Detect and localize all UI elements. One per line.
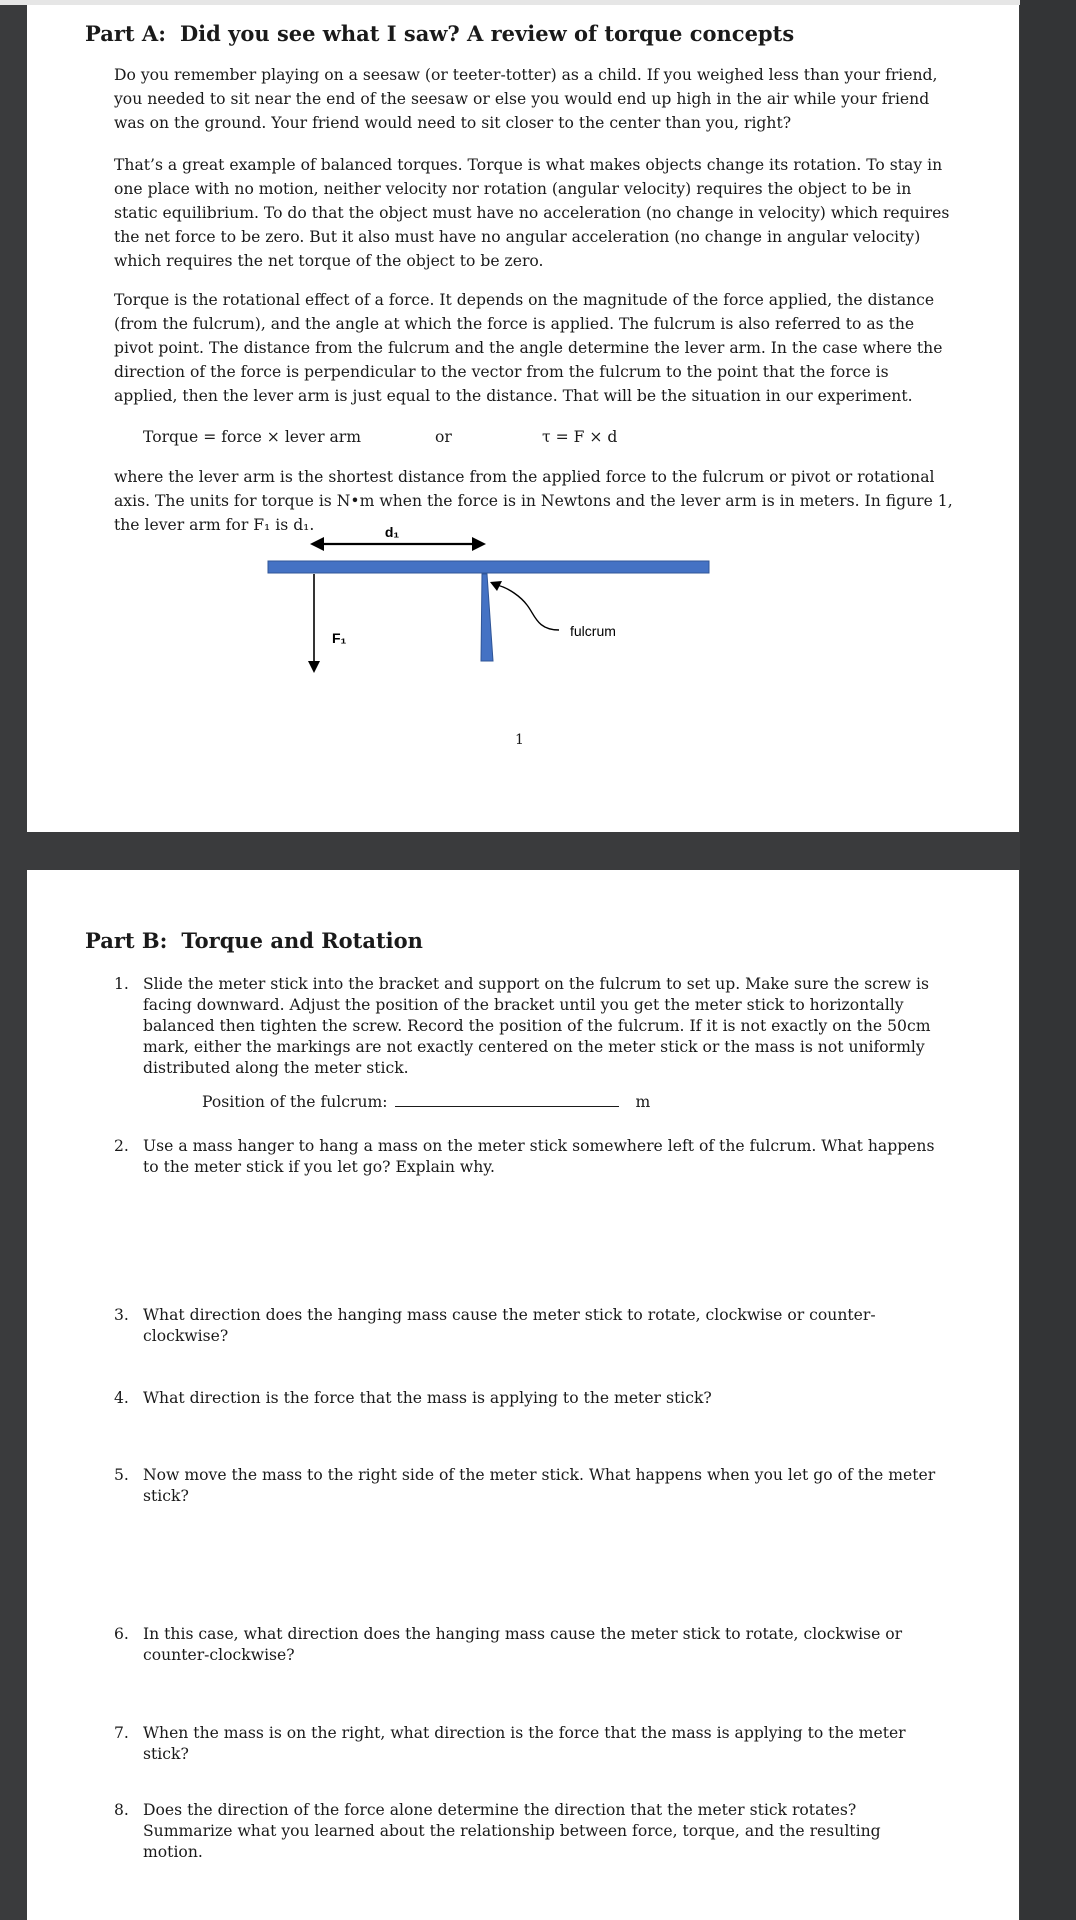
- part-b-heading: [85, 928, 423, 953]
- question-number: 7.: [114, 1724, 129, 1742]
- question-8: [114, 1800, 944, 1863]
- distance-arrow-right-head: [472, 537, 486, 551]
- question-1: [114, 974, 944, 1079]
- question-text: Does the direction of the force alone determine the direction that the meter stick rotates? Summarize what you learned about the relationship between force, torque, and the resulting motion.: [143, 1801, 881, 1861]
- question-7: [114, 1723, 944, 1765]
- fulcrum-label: fulcrum: [570, 623, 616, 639]
- equation-or: or: [435, 428, 452, 446]
- page-number: 1: [515, 732, 524, 748]
- part-b-title: Torque and Rotation: [181, 928, 423, 953]
- question-text: When the mass is on the right, what direction is the force that the mass is applying to the meter stick?: [143, 1724, 906, 1763]
- force-label: F₁: [332, 630, 347, 646]
- question-text: In this case, what direction does the hanging mass cause the meter stick to rotate, clockwise or counter-clockwise?: [143, 1625, 903, 1664]
- viewer-right-gutter: [1020, 0, 1076, 1920]
- question-text: Now move the mass to the right side of the meter stick. What happens when you let go of the meter stick?: [143, 1466, 936, 1505]
- fulcrum-position-row: [202, 1092, 650, 1111]
- distance-arrow-left-head: [310, 537, 324, 551]
- question-text: What direction is the force that the mass is applying to the meter stick?: [143, 1389, 712, 1407]
- fulcrum-wedge: [481, 574, 493, 661]
- question-number: 4.: [114, 1389, 129, 1407]
- figure-1-torque-diagram: [27, 5, 1019, 705]
- part-b-label: Part B:: [85, 928, 168, 953]
- question-number: 1.: [114, 975, 129, 993]
- question-4: [114, 1388, 944, 1409]
- question-3: [114, 1305, 944, 1347]
- force-arrow-head: [308, 661, 320, 673]
- question-5: [114, 1465, 944, 1507]
- question-number: 8.: [114, 1801, 129, 1819]
- part-a-label: Part A:: [85, 21, 166, 46]
- question-2: [114, 1136, 944, 1178]
- lever-arm-paragraph: where the lever arm is the shortest distance from the applied force to the fulcrum or pivot or rotational axis. The units for torque is N•m when the force is in Newtons and the lever arm is in meters. In figure 1, the lever arm for F₁ is d₁.: [114, 468, 953, 534]
- seesaw-paragraph: Do you remember playing on a seesaw (or teeter-totter) as a child. If you weighed less than your friend, you needed to sit near the end of the seesaw or else you would end up high in the air while your friend was on the ground. Your friend would need to sit closer to the center than you, right?: [114, 66, 938, 132]
- question-number: 5.: [114, 1466, 129, 1484]
- fulcrum-pointer-line: [497, 585, 559, 630]
- fulcrum-position-unit: m: [635, 1093, 651, 1111]
- question-text: What direction does the hanging mass cause the meter stick to rotate, clockwise or counter-clockwise?: [143, 1306, 876, 1345]
- part-a-title: Did you see what I saw? A review of torque concepts: [179, 21, 795, 46]
- distance-label: d₁: [384, 524, 400, 540]
- question-number: 3.: [114, 1306, 129, 1324]
- lever-beam: [268, 561, 709, 573]
- question-6: [114, 1624, 944, 1666]
- torque-definition-paragraph: Torque is the rotational effect of a force. It depends on the magnitude of the force applied, the distance (from the fulcrum), and the angle at which the force is applied. The fulcrum is also referred to as the pivot point. The distance from the fulcrum and the angle determine the lever arm. In the case where the direction of the force is perpendicular to the vector from the fulcrum to the point that the force is applied, then the lever arm is just equal to the distance. That will be the situation in our experiment.: [114, 291, 943, 405]
- fulcrum-position-blank[interactable]: [395, 1092, 619, 1107]
- fulcrum-position-label: Position of the fulcrum:: [202, 1093, 388, 1111]
- question-number: 2.: [114, 1137, 129, 1155]
- torque-equation-words: Torque = force × lever arm: [143, 428, 362, 446]
- balanced-torques-paragraph: That’s a great example of balanced torques. Torque is what makes objects change its rotation. To stay in one place with no motion, neither velocity nor rotation (angular velocity) requires the object to be in static equilibrium. To do that the object must have no acceleration (no change in velocity) which requires the net force to be zero. But it also must have no angular acceleration (no change in angular velocity) which requires the net torque of the object to be zero.: [114, 156, 950, 270]
- question-number: 6.: [114, 1625, 129, 1643]
- question-text: Slide the meter stick into the bracket and support on the fulcrum to set up. Make sure the screw is facing downward. Adjust the position of the bracket until you get the meter stick to horizontally balanced then tighten the screw. Record the position of the fulcrum. If it is not exactly on the 50cm mark, either the markings are not exactly centered on the meter stick or the mass is not uniformly distributed along the meter stick.: [143, 975, 931, 1077]
- document-page-1: [27, 5, 1019, 832]
- torque-equation-symbols: τ = F × d: [542, 428, 618, 446]
- question-text: Use a mass hanger to hang a mass on the meter stick somewhere left of the fulcrum. What happens to the meter stick if you let go? Explain why.: [143, 1137, 935, 1176]
- document-page-2: [27, 870, 1019, 1920]
